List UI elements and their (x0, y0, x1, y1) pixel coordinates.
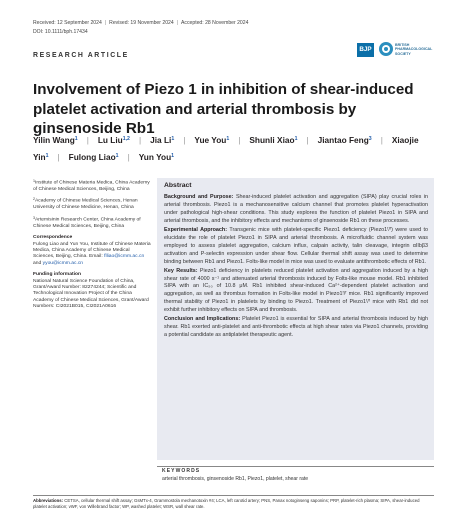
keywords-text: arterial thrombosis, ginsenoside Rb1, Piezo1, platelet, shear rate (162, 476, 309, 482)
affiliation-3: $^3$Artemisinin Research Center, China Academy of Chinese Medical Sciences, Beijing, China (33, 215, 141, 229)
author-name[interactable]: Jiantao Feng$^3$ (317, 135, 372, 145)
author-affiliation-ref: 1 (226, 136, 230, 142)
abstract-box (157, 178, 434, 460)
bjp-logo: BJP (357, 43, 374, 57)
article-title: Involvement of Piezo 1 in inhibition of shear-induced platelet activation and arterial thrombosis by ginsenoside Rb1 (33, 81, 414, 137)
affiliation-2: $^2$Academy of Chinese Medical Sciences, Henan University of Chinese Medicine, Henan, China (33, 197, 138, 211)
author-separator: | (138, 135, 142, 145)
article-type: RESEARCH ARTICLE (33, 52, 129, 59)
article-dates: Received: 12 September 2024 | Revised: 19 November 2024 | Accepted: 28 November 2024 (33, 20, 249, 26)
author-affiliation-ref: 1 (74, 136, 78, 142)
accepted-date: Accepted: 28 November 2024 (181, 20, 249, 26)
doi[interactable]: DOI: 10.1111/bph.17434 (33, 29, 88, 35)
author-name[interactable]: Fulong Liao$^1$ (68, 151, 119, 162)
author-list (33, 132, 433, 165)
revised-date: Revised: 19 November 2024 (109, 20, 174, 26)
funding-text: National Natural Science Foundation of China, Grant/Award Number: 82274244; Scientific and Technological Innovation Project of the China Academy of Chinese Medical Sciences, Grant/Award Numbers: CI2021B015, CI2021A0616 (33, 278, 149, 309)
email-link-1[interactable]: flliao@icmm.ac.cn (104, 254, 145, 260)
author-affiliation-ref: 3 (368, 136, 372, 142)
author-separator: | (306, 135, 309, 145)
abstract-body (164, 194, 428, 341)
author-name[interactable]: Yun You$^1$ (138, 151, 175, 162)
society-logo-text: BRITISH PHARMACOLOGICAL SOCIETY (395, 43, 433, 56)
correspondence-text: Fulong Liao and Yun You, Institute of Chinese Materia Medica, China Academy of Chinese Medical Sciences, Beijing, China. Email: flliao@icmm.ac.cn and yyou@icmm.ac.cn (33, 241, 151, 266)
author-separator: | (127, 151, 130, 162)
author-separator: | (86, 135, 89, 145)
front-matter-column (33, 178, 152, 313)
keywords-divider (157, 466, 434, 467)
email-link-2[interactable]: yyou@icmm.ac.cn (42, 260, 84, 266)
author-name[interactable]: Yilin Wang$^1$ (33, 135, 78, 145)
society-logo-icon (379, 42, 393, 56)
abstract-heading: Abstract (164, 182, 192, 189)
author-affiliation-ref: 1 (171, 136, 175, 142)
author-name[interactable]: Shunli Xiao$^1$ (249, 135, 298, 145)
abstract-results: Key Results: Piezo1 deficiency in platelets reduced platelet activation and aggregation induced by a high shear rate of 4000 s⁻¹ and attenuated arterial thrombosis induced by Folts-like mouse model. Rb1 inhibited SIPA with an IC₅₀ of 10.8 μM. Rb1 inhibited shear-induced Ca²⁺-dependent platelet activation and aggregation, as well as thrombus formation in Folts-like model in Piezo1ᶠ/ᶠ mice. Rb1 significantly improved thermal stability of Piezo1 in platelets by binding to Piezo1. Treatment of Piezo1ᶠ/ᶠ mice with Rb1 did not exhibit further inhibitory effects on SIPA and thrombosis. (164, 267, 428, 314)
author-name[interactable]: Lu Liu$^{1,2}$ (97, 135, 130, 145)
author-affiliation-ref: 1,2 (122, 136, 130, 142)
journal-logos (357, 40, 431, 60)
author-separator: | (183, 135, 186, 145)
abstract-background: Background and Purpose: Shear-induced platelet activation and aggregation (SIPA) play crucial roles in arterial thrombosis. Piezo1 is a mechanosensitive calcium channel that promotes platelet hyperactivation under pathological high-shear conditions. This study explores the function of platelet Piezo1 in SIPA and arterial thrombosis, and the inhibitory effects and mechanisms of ginsenoside Rb1 on these processes. (164, 194, 428, 224)
abstract-conclusion: Conclusion and Implications: Platelet Piezo1 is essential for SIPA and arterial thrombosis induced by high shear. Rb1 exerted anti-platelet and anti-thrombotic effects at high shear rates via Piezo1 channels, providing a potential candidate as antiplatelet therapeutic agent. (164, 316, 428, 339)
author-separator: | (57, 151, 60, 162)
author-name[interactable]: Jia Li$^1$ (150, 135, 175, 145)
affiliations (33, 178, 152, 230)
author-affiliation-ref: 1 (294, 136, 298, 142)
author-affiliation-ref: 1 (45, 152, 49, 159)
author-separator: | (380, 135, 383, 145)
author-separator: | (238, 135, 241, 145)
funding-heading: Funding information (33, 271, 81, 277)
author-name[interactable]: Yue You$^1$ (194, 135, 230, 145)
author-affiliation-ref: 1 (115, 152, 119, 159)
author-name[interactable]: Xiaojie Yin$^1$ (33, 135, 419, 162)
abbreviations: Abbreviations: CETSA, cellular thermal shift assay; GsMTx-4, Grammostola mechanotoxin #4; LCA, left carotid artery; PNS, Panax notoginseng saponins; PRP, platelet-rich plasma; SIPA, shear-induced platelet activation; vWF, von Willebrand factor; WP, washed platelet; WSR, wall shear rate. (33, 498, 420, 509)
keywords-heading: KEYWORDS (162, 468, 201, 474)
correspondence-heading: Correspondence (33, 234, 73, 240)
affiliation-1: $^1$Institute of Chinese Materia Medica, China Academy of Chinese Medical Sciences, Beijing, China (33, 179, 150, 192)
abbreviations-divider (33, 495, 434, 496)
author-affiliation-ref: 1 (171, 152, 175, 159)
abstract-approach: Experimental Approach: Transgenic mice with platelet-specific Piezo1 deficiency (Piezo1ᶠ/ᶠ) were used to elucidate the role of platelet Piezo1 in SIPA and arterial thrombosis. A microfluidic channel system was employed to assess platelet aggregation, calcium influx, calpain activity, talin cleavage, integrin αIIbβ3 activation and P-selectin expression under shear flow. Cellular thermal shift assay was used to determine binding between Rb1 and Piezo1. Folts-like model in mice was used to evaluate antithrombotic effects of Rb1. (164, 226, 429, 265)
received-date: Received: 12 September 2024 (33, 20, 102, 26)
